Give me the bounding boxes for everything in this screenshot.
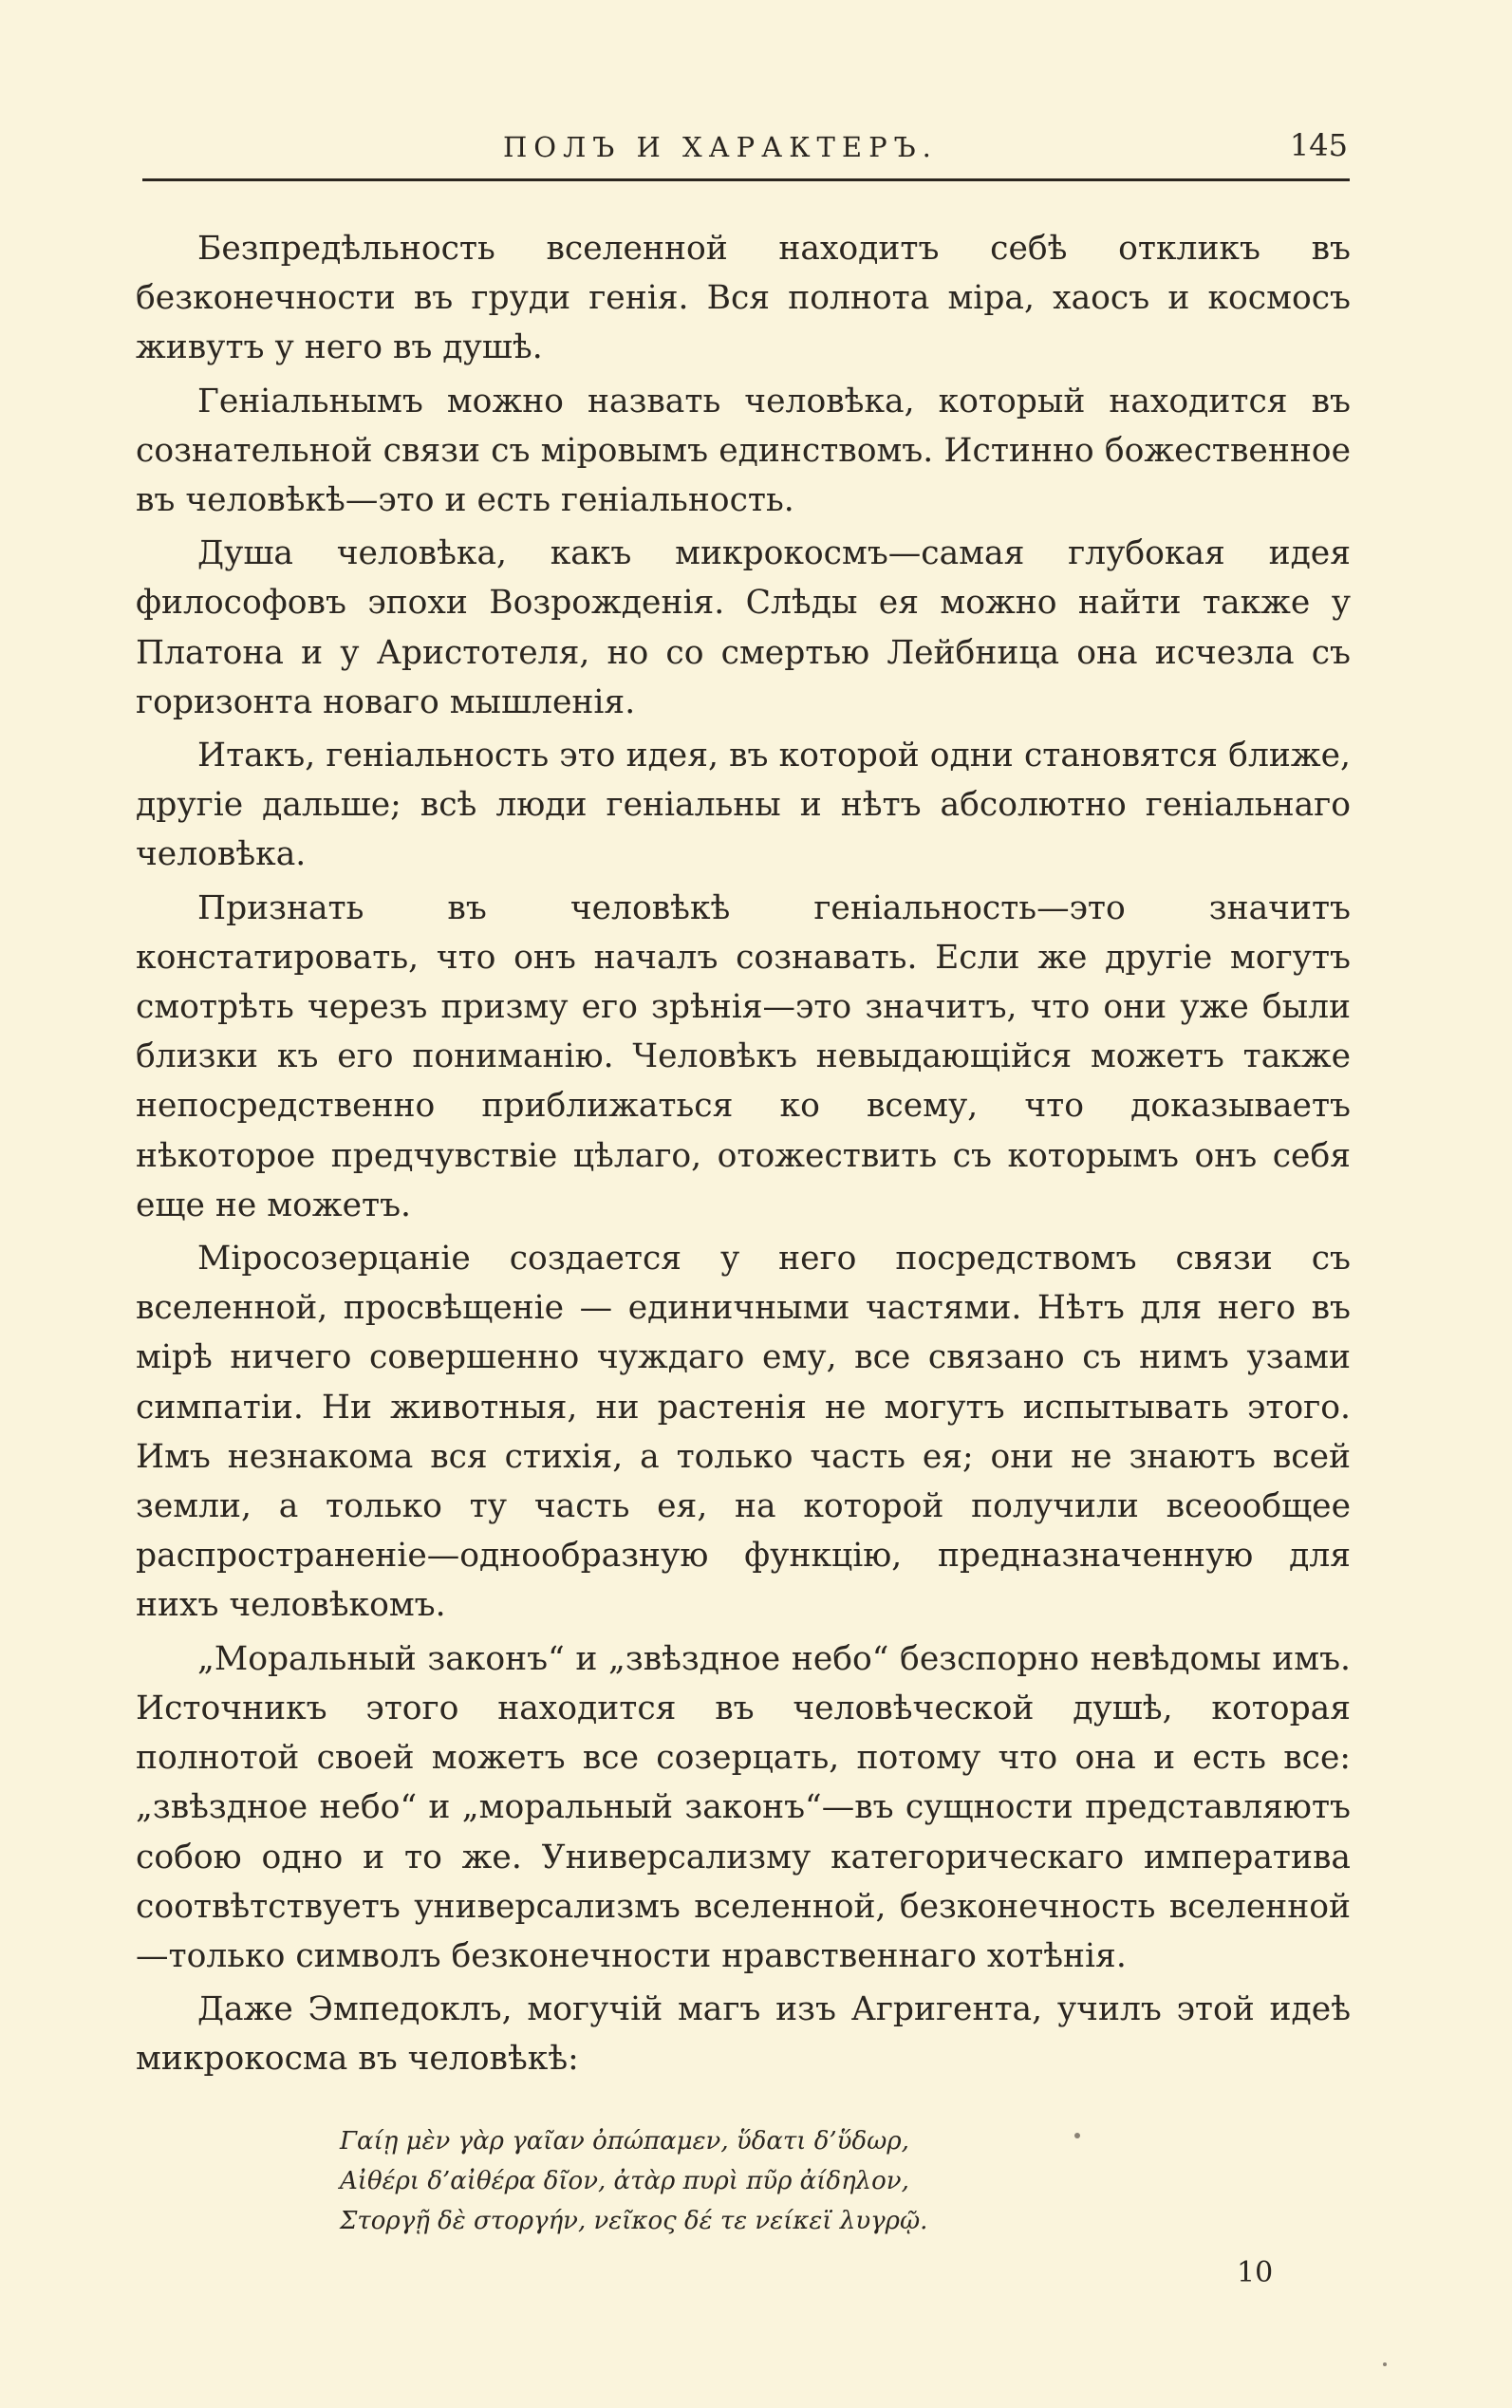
- header-rule: [142, 178, 1350, 181]
- paragraph: Безпредѣльность вселенной находитъ себѣ откликъ въ безконечности въ груди генія. Вся полнота міра, хаосъ и космосъ живутъ у него въ душѣ.: [136, 230, 1351, 367]
- verse-line: Αἰθέρι δ’αἰθέρα δῖον, ἀτὰρ πυρὶ πῦρ ἀίδηλον,: [340, 2167, 909, 2195]
- running-title: ПОЛЪ И ХАРАКТЕРЪ.: [503, 131, 938, 163]
- signature-mark: 10: [1237, 2256, 1274, 2289]
- verse-line: Στοργῇ δὲ στοργήν, νεῖκος δέ τε νείκεϊ λυγρῷ.: [340, 2207, 928, 2235]
- paragraph: Міросозерцаніе создается у него посредствомъ связи съ вселенной, просвѣщеніе — единичными частями. Нѣтъ для него въ мірѣ ничего совершенно чуждаго ему, все связано съ нимъ узами симпатіи. Ни животныя, ни растенія не могутъ испытывать этого. Имъ незнакома вся стихія, а только часть ея; они не знаютъ всей земли, а только ту часть ея, на которой получили всеообщее распространеніе—однообразную функцію, предназначенную для нихъ человѣкомъ.: [136, 1240, 1351, 1625]
- paragraph: Геніальнымъ можно назвать человѣка, который находится въ сознательной связи съ міровымъ единствомъ. Истинно божественное въ человѣкѣ—это и есть геніальность.: [136, 382, 1351, 520]
- page-header: [142, 123, 1350, 180]
- ink-speck: [1074, 2133, 1080, 2138]
- verse-line: Γαίῃ μὲν γὰρ γαῖαν ὀπώπαμεν, ὕδατι δ’ὕδωρ,: [340, 2127, 909, 2156]
- paragraph: Даже Эмпедоклъ, могучій магъ изъ Агригента, училъ этой идеѣ микрокосма въ человѣкѣ:: [136, 1990, 1351, 2079]
- greek-verse: [340, 2121, 1194, 2241]
- paragraph: Душа человѣка, какъ микрокосмъ—самая глубокая идея философовъ эпохи Возрожденія. Слѣды ея можно найти также у Платона и у Аристотеля, но со смертью Лейбница она исчезла съ горизонта новаго мышленія.: [136, 534, 1351, 721]
- ink-speck: [1383, 2362, 1387, 2366]
- paragraph: „Моральный законъ“ и „звѣздное небо“ безспорно невѣдомы имъ. Источникъ этого находится въ человѣческой душѣ, которая полнотой своей можетъ все созерцать, потому что она и есть все: „звѣздное небо“ и „моральный законъ“—въ сущности представляютъ собою одно и то же. Универсализму категорическаго императива соотвѣтствуетъ универсализмъ вселенной, безконечность вселенной—только символъ безконечности нравственнаго хотѣнія.: [136, 1639, 1351, 1975]
- body-text: [136, 224, 1351, 2088]
- paragraph: Признать въ человѣкѣ геніальность—это значитъ констатировать, что онъ началъ сознавать. Если же другіе могутъ смотрѣть черезъ призму его зрѣнія—это значитъ, что они уже были близки къ его пониманію. Человѣкъ невыдающійся можетъ также непосредственно приближаться ко всему, что доказываетъ нѣкоторое предчувствіе цѣлаго, отожествить съ которымъ онъ себя еще не можетъ.: [136, 888, 1351, 1224]
- paragraph: Итакъ, геніальность это идея, въ которой одни становятся ближе, другіе дальше; всѣ люди геніальны и нѣтъ абсолютно геніальнаго человѣка.: [136, 737, 1351, 874]
- page-number: 145: [1289, 127, 1348, 163]
